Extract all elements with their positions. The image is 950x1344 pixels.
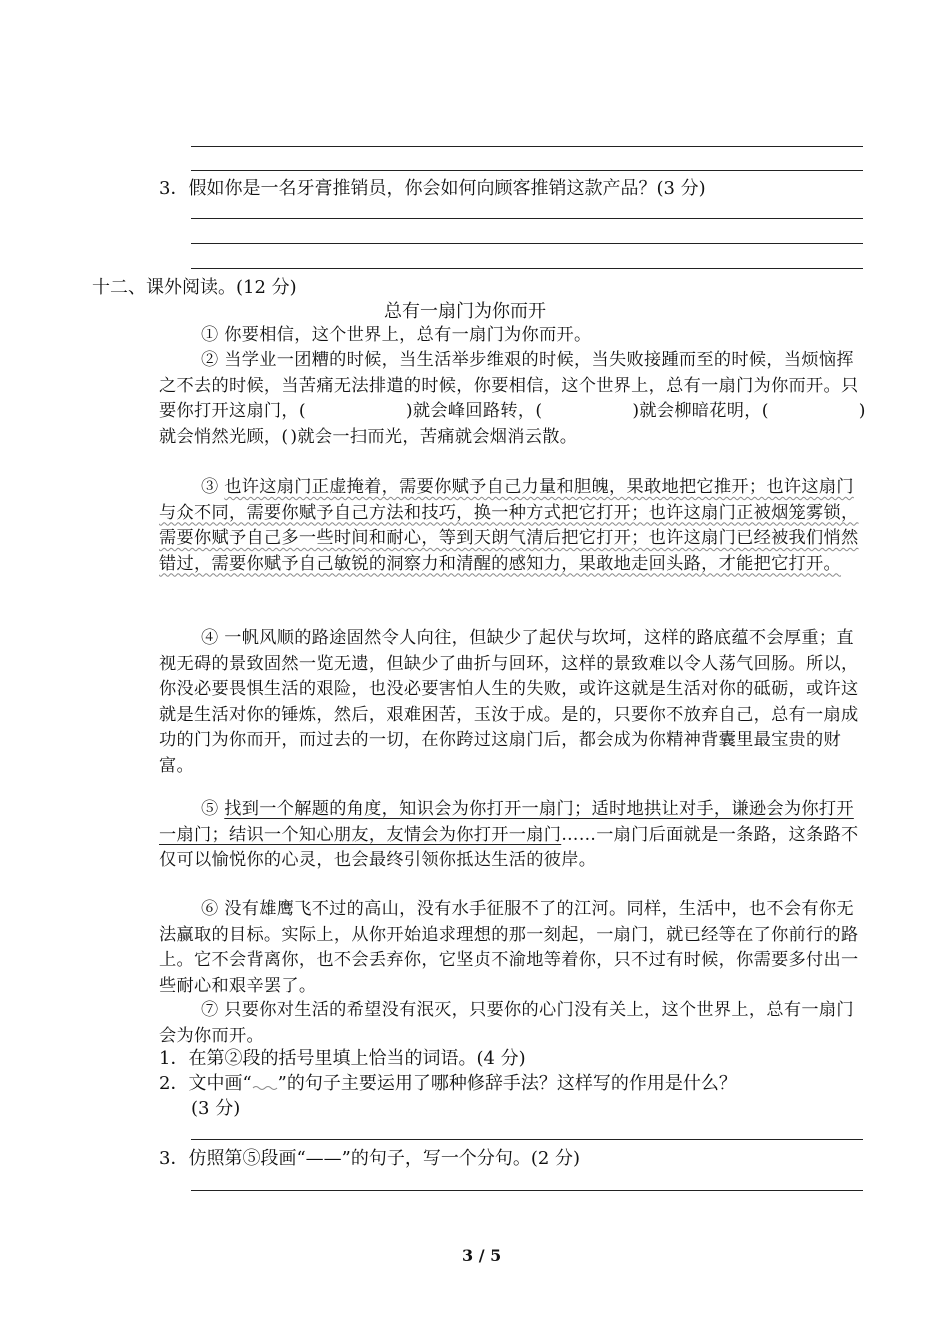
question-text: 仿照第⑤段画“——”的句子，写一个分句。(2 分): [188, 1148, 581, 1169]
paragraph-text: ④ 一帆风顺的路途固然令人向往，但缺少了起伏与坎坷，这样的路底蕴不会厚重；直视无碍的景致固然一览无遗，但缺少了曲折与回环，这样的景致难以令人荡气回肠。所以，你没必要畏惧生活的艰险，也没必要害怕人生的失败，或许这就是生活对你的砥砺，或许这就是生活对你的锤炼，然后，艰难困苦，玉汝于成。是的，只要你不放弃自己，总有一扇成功的门为你而开，而过去的一切，在你跨过这扇门后，都会成为你精神背囊里最宝贵的财富。: [159, 628, 859, 776]
question-number: 2．: [159, 1073, 189, 1094]
paragraph-number: ⑤: [201, 799, 219, 819]
paragraph-text: )就会峰回路转，(: [405, 401, 543, 421]
paragraph-text: )就会柳暗花明，(: [632, 401, 769, 421]
paragraph-7: [159, 998, 871, 1049]
question-1: [159, 1046, 526, 1071]
question-2: [159, 1071, 737, 1096]
answer-line[interactable]: [191, 218, 863, 219]
underlined-text: 找到一个解题的角度，知识会为你打开一扇门；适时地拱让对手，谦逊会为你打开一扇门；结识一个知心朋友，友情会为你打开一扇门: [159, 799, 854, 845]
question-number: 3．: [159, 1148, 189, 1169]
answer-line[interactable]: [191, 1139, 863, 1140]
paragraph-3: [159, 475, 871, 577]
question-3-top: [159, 176, 706, 201]
question-text: ”的句子主要运用了哪种修辞手法？这样写的作用是什么？: [277, 1073, 737, 1094]
answer-line[interactable]: [191, 1190, 863, 1191]
section-heading: 十二、课外阅读。(12 分): [92, 277, 297, 298]
wavy-mark-icon: [252, 1085, 278, 1091]
question-number: 1．: [159, 1048, 189, 1069]
paragraph-number: ③: [201, 477, 219, 497]
paragraph-text: )就会悄然光顾，(: [159, 401, 866, 447]
wavy-underlined-text: 也许这扇门正虚掩着，需要你赋予自己力量和胆魄，果敢地把它推开；也许这扇门与众不同，需要你赋予自己方法和技巧，换一种方式把它打开；也许这扇门正被烟笼雾锁，需要你赋予自己多一些时间和耐心，等到天朗气清后把它打开；也许这扇门已经被我们悄然错过，需要你赋予自己敏锐的洞察力和清醒的感知力，果敢地走回头路，才能把它打开。: [159, 477, 859, 574]
answer-line[interactable]: [191, 146, 863, 147]
question-text: 在第②段的括号里填上恰当的词语。(4 分): [188, 1048, 526, 1069]
paragraph-4: [159, 626, 871, 779]
answer-line[interactable]: [191, 170, 863, 171]
answer-line[interactable]: [191, 243, 863, 244]
question-text: 假如你是一名牙膏推销员，你会如何向顾客推销这款产品？(3 分): [188, 178, 706, 199]
answer-line[interactable]: [191, 268, 863, 269]
paragraph-1: [159, 323, 871, 349]
paragraph-6: [159, 897, 871, 999]
paragraph-text: )就会一扫而光，苦痛就会烟消云散。: [290, 426, 578, 447]
paragraph-text: ⑦ 只要你对生活的希望没有泯灭，只要你的心门没有关上，这个世界上，总有一扇门会为你而开。: [159, 1000, 854, 1046]
question-number: 3．: [159, 178, 189, 199]
article-title: 总有一扇门为你而开: [384, 301, 546, 322]
paragraph-5: [159, 797, 871, 874]
paragraph-text: ① 你要相信，这个世界上，总有一扇门为你而开。: [201, 325, 592, 345]
question-2-score: (3 分): [191, 1098, 241, 1119]
paragraph-2: [159, 348, 871, 450]
paragraph-text: ……一扇门后面就是一条路，这条路不仅可以愉悦你的心灵，也会最终引领你抵达生活的彼岸。: [159, 824, 859, 870]
paragraph-text: ⑥ 没有雄鹰飞不过的高山，没有水手征服不了的江河。同样，生活中，也不会有你无法赢取的目标。实际上，从你开始追求理想的那一刻起，一扇门，就已经等在了你前行的路上。它不会背离你，也不会丢弃你，它坚贞不渝地等着你，只不过有时候，你需要多付出一些耐心和艰辛罢了。: [159, 899, 859, 996]
question-3: [159, 1146, 580, 1171]
paragraph-text: ② 当学业一团糟的时候，当生活举步维艰的时候，当失败接踵而至的时候，当烦恼挥之不去的时候，当苦痛无法排遣的时候，你要相信，这个世界上，总有一扇门为你而开。只要你打开这扇门，(: [159, 350, 859, 421]
question-text: 文中画“: [188, 1073, 252, 1094]
page-number: 3 / 5: [462, 1246, 502, 1265]
